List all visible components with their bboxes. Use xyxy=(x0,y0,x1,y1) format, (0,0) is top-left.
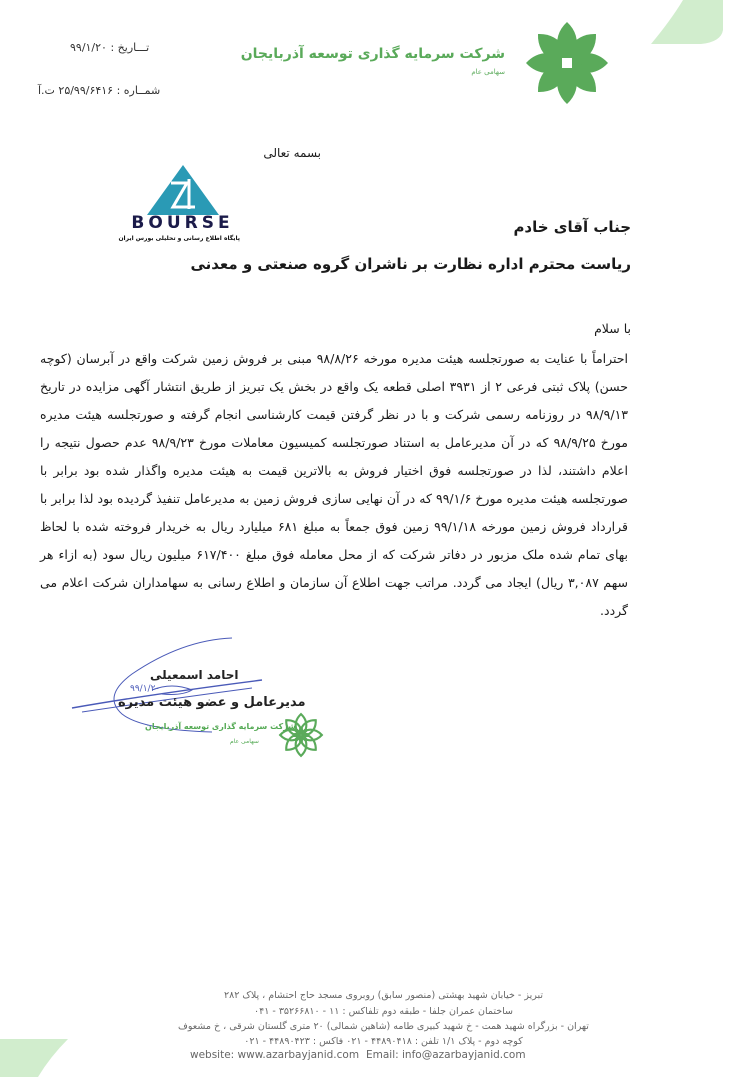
signatory-name: احامد اسمعیلی xyxy=(150,668,239,682)
greeting: با سلام xyxy=(594,321,631,336)
company-logo-icon xyxy=(524,20,610,106)
number-line xyxy=(38,84,160,97)
corner-decoration xyxy=(0,1027,70,1077)
handwritten-date: ۹۹/۱/۲۰ xyxy=(130,684,161,694)
date-line xyxy=(70,41,149,54)
signatory-title: مدیرعامل و عضو هیئت مدیره xyxy=(118,695,306,710)
handwritten-signature xyxy=(62,634,282,734)
footer-email[interactable]: Email: info@azarbayjanid.com xyxy=(366,1049,526,1061)
footer-address-tabriz: تبریز - خیابان شهید بهشتی (منصور سابق) روبروی مسجد حاج احتشام ، پلاک ۲۸۲ xyxy=(224,990,543,1001)
letter-body: احتراماً با عنایت به صورتجلسه هیئت مدیره مورخه ۹۸/۸/۲۶ مبنی بر فروش زمین شرکت واقع در آبرسان (کوچه حسن) پلاک ثبتی فرعی ۲ از ۳۹۳۱ اصلی قطعه یک واقع در بخش یک تبریز از طریق انتشار آگهی مزایده در تاریخ ۹۸/۹/۱۳ در روزنامه رسمی شرکت و با در نظر گرفتن قیمت کارشناسی انجام گرفته و صورتجلسه هیئت مدیره مورخ ۹۸/۹/۲۵ که در آن مدیرعامل به استناد صورتجلسه کمیسیون معاملات مورخ ۹۸/۹/۲۳ عدم حصول نتیجه را اعلام داشتند، لذا در صورتجلسه فوق اختیار فروش به بالاترین قیمت به هیئت مدیره واگذار شده بود برابر با صورتجلسه هیئت مدیره مورخ ۹۹/۱/۶ که در آن نهایی سازی فروش زمین به مدیرعامل تنفیذ گردیده بود لذا برابر با قرارداد فروش زمین مورخه ۹۹/۱/۱۸ زمین فوق جمعاً به مبلغ ۶۸۱ میلیارد ریال به خریدار فروخته شده با لحاظ بهای تمام شده ملک مزبور در دفاتر شرکت که از محل معامله فوق مبلغ ۶۱۷/۴۰۰ میلیون ریال سود (به ازاء هر سهم ۳,۰۸۷ ریال) ایجاد می گردد. مراتب جهت اطلاع آن سازمان و اطلاع رسانی به سهامداران شرکت اعلام می گردد. xyxy=(40,351,629,618)
footer-building-phone: ساختمان عمران جلفا - طبقه دوم تلفاکس : ۱۱ - ۳۵۲۶۶۸۱۰ - ۰۴۱ xyxy=(254,1006,513,1017)
stamp-text: شرکت سرمایه گذاری توسعه آذربایجان xyxy=(145,722,297,731)
date-label: تـــاریخ : xyxy=(110,41,150,54)
company-name: شرکت سرمایه گذاری توسعه آذربایجان xyxy=(240,46,505,62)
addressee: جناب آقای خادم xyxy=(513,218,631,236)
number-value: ۲۵/۹۹/۶۴۱۶ ت.آ xyxy=(38,84,114,97)
date-value: ۹۹/۱/۲۰ xyxy=(70,41,107,54)
footer-tehran-phone: کوچه دوم - پلاک ۱/۱ تلفن : ۴۴۸۹۰۴۱۸ - ۰۲۱ فاکس : ۴۴۸۹۰۴۲۳ - ۰۲۱ xyxy=(244,1036,523,1047)
company-type: سهامی عام xyxy=(471,68,505,76)
bourse-subtitle: پایگاه اطلاع رسانی و تحلیلی بورس ایران xyxy=(118,235,240,242)
bourse-title: BOURSE xyxy=(131,213,234,233)
bourse-triangle-icon xyxy=(147,165,219,215)
stamp-logo-icon xyxy=(278,712,324,758)
number-label: شمــاره : xyxy=(116,84,161,97)
footer-address-tehran: تهران - بزرگراه شهید همت - خ شهید کبیری طامه (شاهین شمالی) ۲۰ متری گلستان شرقی ، خ مشعوف xyxy=(178,1021,589,1032)
stamp-subtext: سهامی عام xyxy=(230,738,259,745)
basmala: بسمه تعالی xyxy=(263,146,321,160)
subject-line: ریاست محترم اداره نظارت بر ناشران گروه صنعتی و معدنی xyxy=(190,255,631,273)
footer-website[interactable]: website: www.azarbayjanid.com xyxy=(190,1049,360,1061)
corner-decoration xyxy=(611,0,723,44)
bourse-logo xyxy=(118,165,240,250)
